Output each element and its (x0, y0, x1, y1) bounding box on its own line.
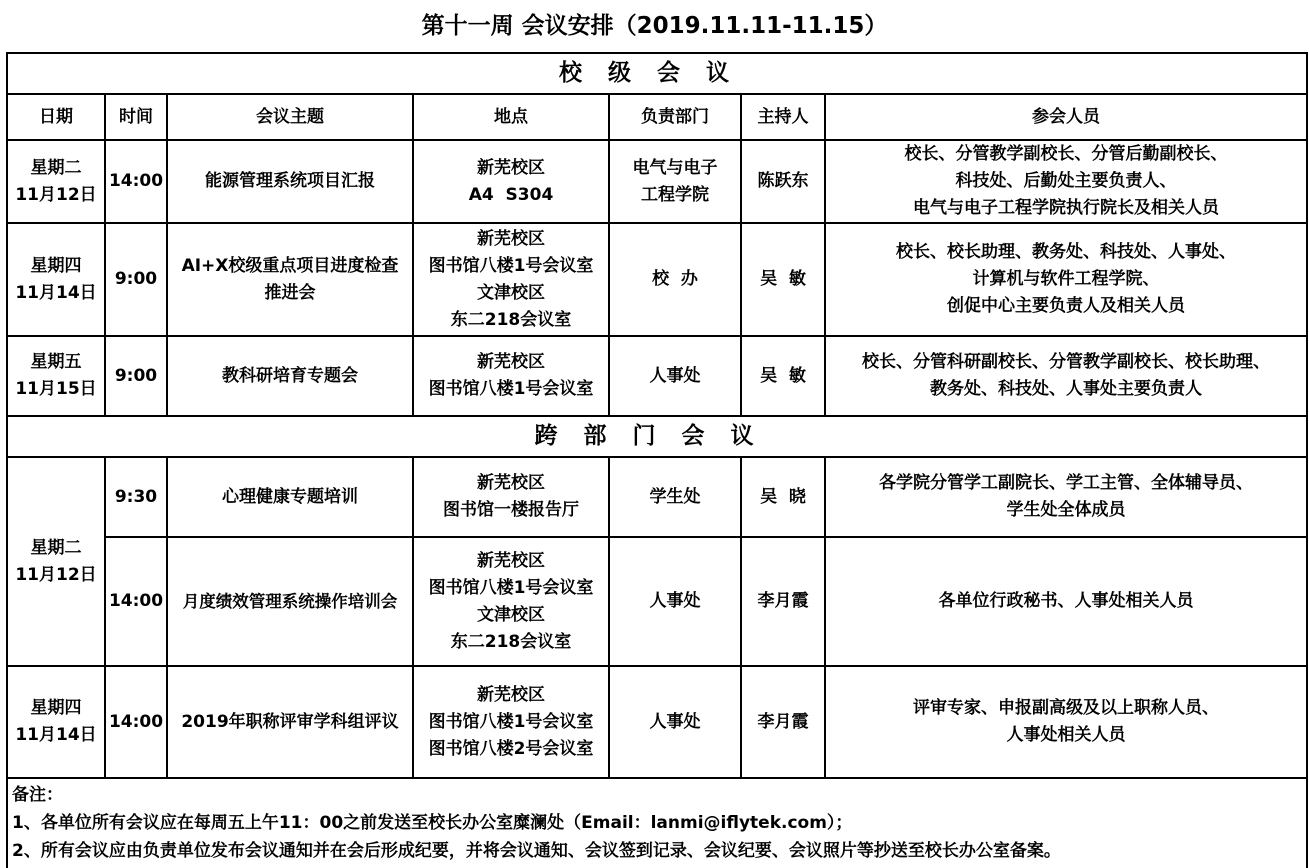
date-cell: 星期五 11月15日 (7, 336, 105, 416)
note-item: 1、各单位所有会议应在每周五上午11：00之前发送至校长办公室糜澜处（Email：lanmi@iflytek.com）； (12, 813, 853, 833)
school-section-title: 校级会议 (7, 53, 1307, 94)
table-row (7, 537, 1307, 666)
dept-cell: 人事处 (609, 336, 741, 416)
header-dept: 负责部门 (609, 94, 741, 140)
date-cell: 星期四 11月14日 (7, 666, 105, 778)
page-title: 第十一周 会议安排（2019.11.11-11.15） (421, 13, 888, 39)
header-topic: 会议主题 (167, 94, 413, 140)
topic-cell: 2019年职称评审学科组评议 (167, 666, 413, 778)
host-cell: 李月霞 (741, 666, 825, 778)
header-time: 时间 (105, 94, 167, 140)
header-host: 主持人 (741, 94, 825, 140)
time-cell: 14:00 (105, 140, 167, 223)
dept-cell: 电气与电子 工程学院 (609, 140, 741, 223)
header-date: 日期 (7, 94, 105, 140)
time-cell: 14:00 (105, 666, 167, 778)
dept-cell: 人事处 (609, 666, 741, 778)
host-cell: 陈跃东 (741, 140, 825, 223)
note-item: 2、所有会议应由负责单位发布会议通知并在会后形成纪要，并将会议通知、会议签到记录、会议纪要、会议照片等抄送至校长办公室备案。 (12, 841, 1061, 861)
notes-label: 备注： (12, 785, 63, 805)
table-row (7, 457, 1307, 537)
location-cell: 新芜校区 图书馆八楼1号会议室 文津校区 东二218会议室 (413, 223, 609, 336)
attendees-cell: 各学院分管学工副院长、学工主管、全体辅导员、 学生处全体成员 (825, 457, 1307, 537)
table-row (7, 666, 1307, 778)
dept-cell: 校 办 (609, 223, 741, 336)
host-cell: 吴 晓 (741, 457, 825, 537)
attendees-cell: 校长、校长助理、教务处、科技处、人事处、 计算机与软件工程学院、 创促中心主要负责人及相关人员 (825, 223, 1307, 336)
time-cell: 14:00 (105, 537, 167, 666)
location-cell: 新芜校区 图书馆八楼1号会议室 图书馆八楼2号会议室 (413, 666, 609, 778)
topic-cell: 月度绩效管理系统操作培训会 (167, 537, 413, 666)
host-cell: 李月霞 (741, 537, 825, 666)
header-attendees: 参会人员 (825, 94, 1307, 140)
date-cell: 星期四 11月14日 (7, 223, 105, 336)
dept-cell: 学生处 (609, 457, 741, 537)
attendees-cell: 校长、分管科研副校长、分管教学副校长、校长助理、 教务处、科技处、人事处主要负责人 (825, 336, 1307, 416)
attendees-cell: 各单位行政秘书、人事处相关人员 (825, 537, 1307, 666)
topic-cell: 心理健康专题培训 (167, 457, 413, 537)
location-cell: 新芜校区 图书馆八楼1号会议室 (413, 336, 609, 416)
time-cell: 9:00 (105, 336, 167, 416)
time-cell: 9:00 (105, 223, 167, 336)
meeting-schedule-table (6, 52, 1308, 868)
table-row (7, 336, 1307, 416)
date-cell: 星期二 11月12日 (7, 140, 105, 223)
topic-cell: AI+X校级重点项目进度检查 推进会 (167, 223, 413, 336)
table-row (7, 140, 1307, 223)
time-cell: 9:30 (105, 457, 167, 537)
header-location: 地点 (413, 94, 609, 140)
table-row (7, 223, 1307, 336)
attendees-cell: 评审专家、申报副高级及以上职称人员、 人事处相关人员 (825, 666, 1307, 778)
location-cell: 新芜校区 A4 S304 (413, 140, 609, 223)
topic-cell: 能源管理系统项目汇报 (167, 140, 413, 223)
topic-cell: 教科研培育专题会 (167, 336, 413, 416)
notes-section (7, 778, 1307, 868)
date-cell: 星期二 11月12日 (7, 457, 105, 666)
location-cell: 新芜校区 图书馆一楼报告厅 (413, 457, 609, 537)
attendees-cell: 校长、分管教学副校长、分管后勤副校长、 科技处、后勤处主要负责人、 电气与电子工程学院执行院长及相关人员 (825, 140, 1307, 223)
dept-cell: 人事处 (609, 537, 741, 666)
host-cell: 吴 敏 (741, 336, 825, 416)
location-cell: 新芜校区 图书馆八楼1号会议室 文津校区 东二218会议室 (413, 537, 609, 666)
host-cell: 吴 敏 (741, 223, 825, 336)
cross-section-title: 跨部门会议 (7, 416, 1307, 457)
